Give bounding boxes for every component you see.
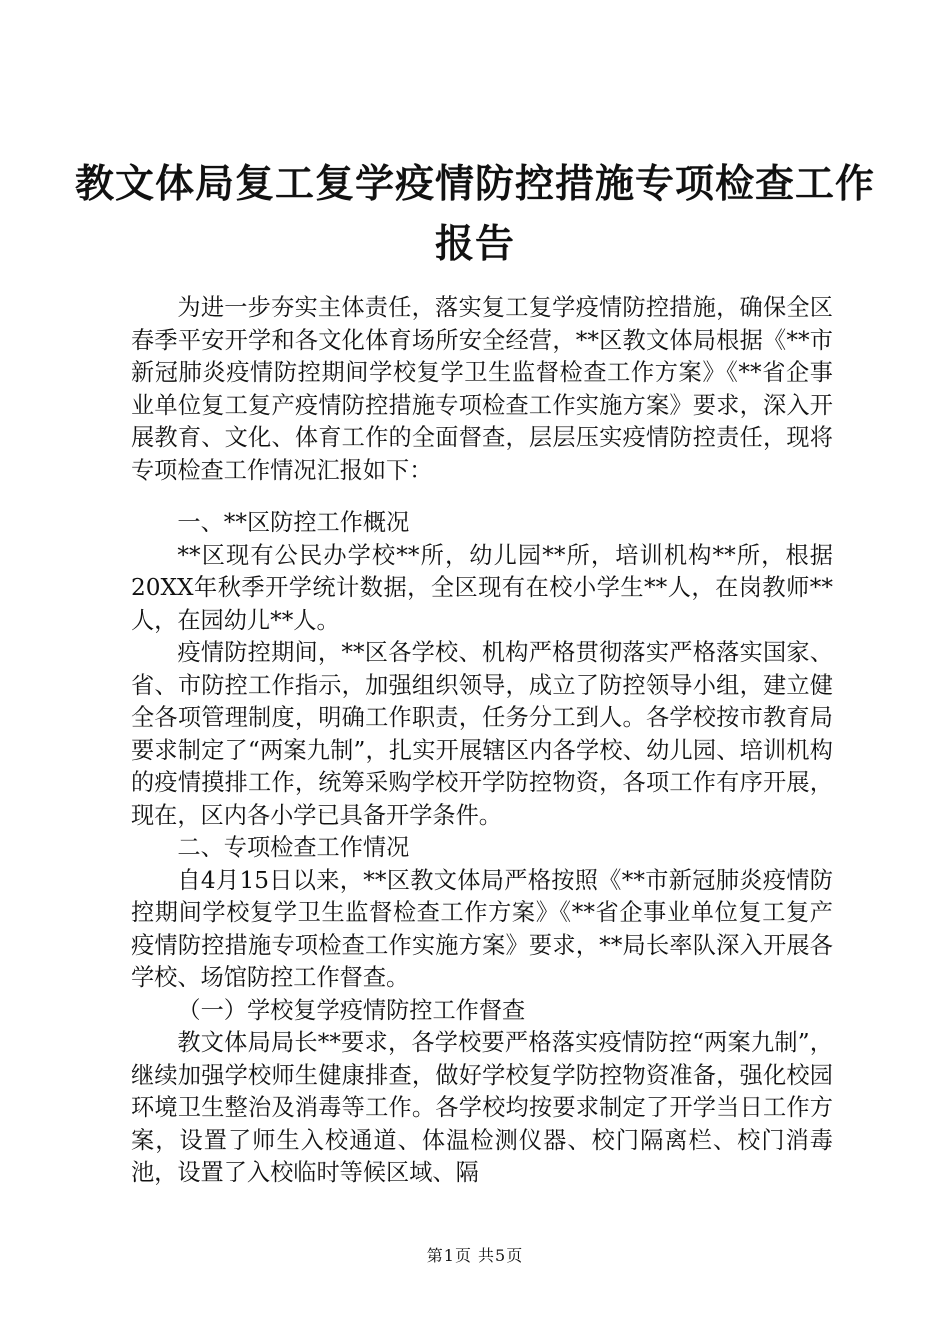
body-paragraph: 自4月15日以来，**区教文体局严格按照《**市新冠肺炎疫情防控期间学校复学卫生监督检查工作方案》《**省企事业单位复工复产疫情防控措施专项检查工作实施方案》要求，**局长率队深入开展各学校、场馆防控工作督查。 (131, 866, 833, 991)
subsection-heading-1: （一）学校复学疫情防控工作督查 (177, 996, 526, 1024)
document-title-line-2: 报告 (434, 221, 515, 267)
document-body (131, 292, 833, 1190)
section-heading-1: 一、**区防控工作概况 (177, 509, 410, 536)
body-paragraph: 教文体局局长**要求，各学校要严格落实疫情防控“两案九制”，继续加强学校师生健康排查，做好学校复学防控物资准备，强化校园环境卫生整治及消毒等工作。各学校均按要求制定了开学当日工作方案，设置了师生入校通道、体温检测仪器、校门隔离栏、校门消毒池，设置了入校临时等候区域、隔 (131, 1029, 833, 1186)
document-title-line-1: 教文体局复工复学疫情防控措施专项检查工作 (74, 161, 875, 207)
body-paragraph: 疫情防控期间，**区各学校、机构严格贯彻落实严格落实国家、省、市防控工作指示，加强组织领导，成立了防控领导小组，建立健全各项管理制度，明确工作职责，任务分工到人。各学校按市教育局要求制定了“两案九制”，扎实开展辖区内各学校、幼儿园、培训机构的疫情摸排工作，统筹采购学校开学防控物资，各项工作有序开展，现在，区内各小学已具备开学条件。 (131, 639, 833, 829)
section-heading-2: 二、专项检查工作情况 (177, 834, 410, 861)
intro-paragraph: 为进一步夯实主体责任，落实复工复学疫情防控措施，确保全区春季平安开学和各文化体育场所安全经营，**区教文体局根据《**市新冠肺炎疫情防控期间学校复学卫生监督检查工作方案》《**省企事业单位复工复产疫情防控措施专项检查工作实施方案》要求，深入开展教育、文化、体育工作的全面督查，层层压实疫情防控责任，现将专项检查工作情况汇报如下： (131, 294, 833, 484)
paragraph-gap (131, 487, 833, 507)
body-paragraph: **区现有公民办学校**所，幼儿园**所，培训机构**所，根据20XX年秋季开学统计数据，全区现有在校小学生**人，在岗教师**人，在园幼儿**人。 (131, 541, 833, 634)
page-footer: 第1页 共5页 (426, 1246, 524, 1265)
